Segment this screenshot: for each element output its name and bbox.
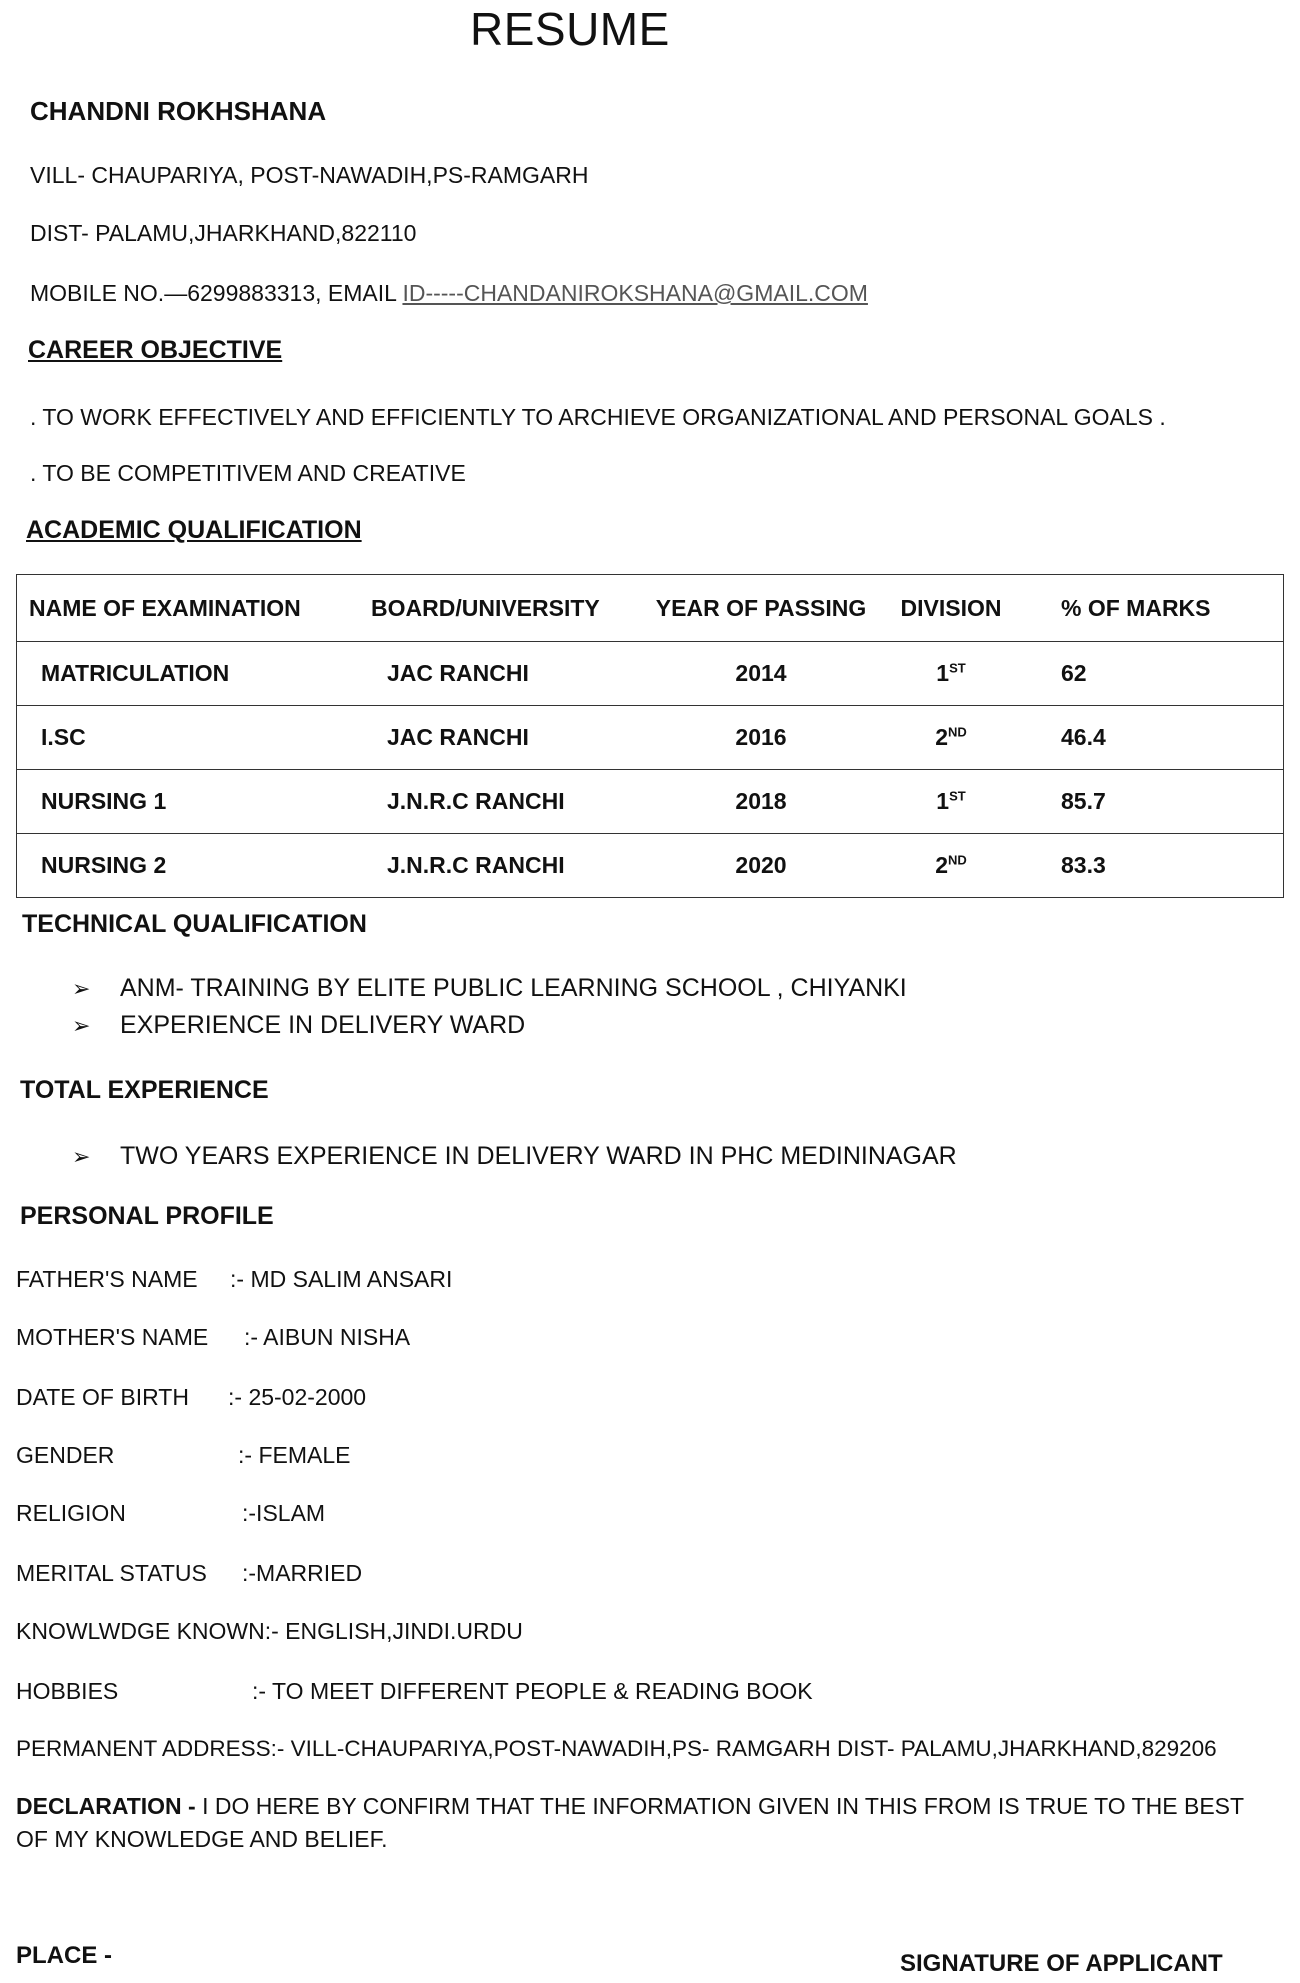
table-header-row <box>17 575 1284 642</box>
profile-languages: KNOWLWDGE KNOWN:- ENGLISH,JINDI.URDU <box>16 1618 523 1644</box>
profile-heading: PERSONAL PROFILE <box>20 1202 274 1230</box>
signature-label: SIGNATURE OF APPLICANT <box>900 1950 1223 1977</box>
cell-exam: I.SC <box>17 706 372 770</box>
header-exam: NAME OF EXAMINATION <box>17 575 372 642</box>
academic-heading: ACADEMIC QUALIFICATION <box>26 516 362 544</box>
address-line-1: VILL- CHAUPARIYA, POST-NAWADIH,PS-RAMGARH <box>30 162 589 188</box>
list-item: ➢ ANM- TRAINING BY ELITE PUBLIC LEARNING SCHOOL , CHIYANKI <box>72 974 907 1002</box>
cell-year: 2020 <box>651 834 871 898</box>
declaration-text: I DO HERE BY CONFIRM THAT THE INFORMATION GIVEN IN THIS FROM IS TRUE TO THE BEST OF MY KNOWLEDGE AND BELIEF. <box>16 1793 1244 1852</box>
declaration-label: DECLARATION - <box>16 1793 196 1819</box>
profile-hobbies: HOBBIES :- TO MEET DIFFERENT PEOPLE & READING BOOK <box>16 1678 813 1704</box>
header-division: DIVISION <box>871 575 1031 642</box>
document-title: RESUME <box>470 3 670 55</box>
profile-mother: MOTHER'S NAME :- AIBUN NISHA <box>16 1324 411 1350</box>
cell-division: 2ND <box>871 834 1031 898</box>
arrow-bullet-icon: ➢ <box>72 975 91 1001</box>
cell-board: JAC RANCHI <box>371 706 651 770</box>
table-row <box>17 834 1284 898</box>
table-row <box>17 642 1284 706</box>
career-objective-heading: CAREER OBJECTIVE <box>28 336 283 364</box>
experience-list <box>72 1142 957 1179</box>
place-label: PLACE - <box>16 1942 112 1969</box>
academic-table <box>16 574 1284 898</box>
header-board: BOARD/UNIVERSITY <box>371 575 651 642</box>
cell-year: 2014 <box>651 642 871 706</box>
cell-marks: 46.4 <box>1031 706 1284 770</box>
cell-year: 2018 <box>651 770 871 834</box>
cell-exam: NURSING 1 <box>17 770 372 834</box>
cell-division: 1ST <box>871 770 1031 834</box>
profile-dob: DATE OF BIRTH :- 25-02-2000 <box>16 1384 367 1410</box>
header-year: YEAR OF PASSING <box>651 575 871 642</box>
cell-exam: NURSING 2 <box>17 834 372 898</box>
arrow-bullet-icon: ➢ <box>72 1143 91 1169</box>
cell-division: 1ST <box>871 642 1031 706</box>
table-row <box>17 770 1284 834</box>
cell-board: JAC RANCHI <box>371 642 651 706</box>
list-item: ➢ TWO YEARS EXPERIENCE IN DELIVERY WARD IN PHC MEDININAGAR <box>72 1142 957 1170</box>
cell-board: J.N.R.C RANCHI <box>371 834 651 898</box>
profile-marital-status: MERITAL STATUS :-MARRIED <box>16 1560 363 1586</box>
email-link[interactable]: ID-----CHANDANIROKSHANA@GMAIL.COM <box>402 280 868 306</box>
arrow-bullet-icon: ➢ <box>72 1012 91 1038</box>
technical-heading: TECHNICAL QUALIFICATION <box>22 910 367 938</box>
contact-line <box>30 280 868 307</box>
cell-marks: 83.3 <box>1031 834 1284 898</box>
applicant-name: CHANDNI ROKHSHANA <box>30 96 327 126</box>
declaration <box>16 1790 1276 1856</box>
cell-marks: 62 <box>1031 642 1284 706</box>
list-item: ➢ EXPERIENCE IN DELIVERY WARD <box>72 1011 526 1039</box>
profile-father: FATHER'S NAME :- MD SALIM ANSARI <box>16 1266 453 1292</box>
career-line-2: . TO BE COMPETITIVEM AND CREATIVE <box>30 460 466 486</box>
profile-religion: RELIGION :-ISLAM <box>16 1500 326 1526</box>
header-marks: % OF MARKS <box>1031 575 1284 642</box>
technical-list <box>72 974 907 1048</box>
cell-board: J.N.R.C RANCHI <box>371 770 651 834</box>
address-line-2: DIST- PALAMU,JHARKHAND,822110 <box>30 220 417 246</box>
cell-exam: MATRICULATION <box>17 642 372 706</box>
cell-division: 2ND <box>871 706 1031 770</box>
profile-permanent-address: PERMANENT ADDRESS:- VILL-CHAUPARIYA,POST-NAWADIH,PS- RAMGARH DIST- PALAMU,JHARKHAND,829206 <box>16 1736 1217 1761</box>
mobile-text: MOBILE NO.—6299883313, EMAIL <box>30 280 403 306</box>
career-line-1: . TO WORK EFFECTIVELY AND EFFICIENTLY TO ARCHIEVE ORGANIZATIONAL AND PERSONAL GOALS . <box>30 404 1166 430</box>
experience-heading: TOTAL EXPERIENCE <box>20 1076 269 1104</box>
profile-gender: GENDER :- FEMALE <box>16 1442 351 1468</box>
cell-marks: 85.7 <box>1031 770 1284 834</box>
cell-year: 2016 <box>651 706 871 770</box>
table-row <box>17 706 1284 770</box>
